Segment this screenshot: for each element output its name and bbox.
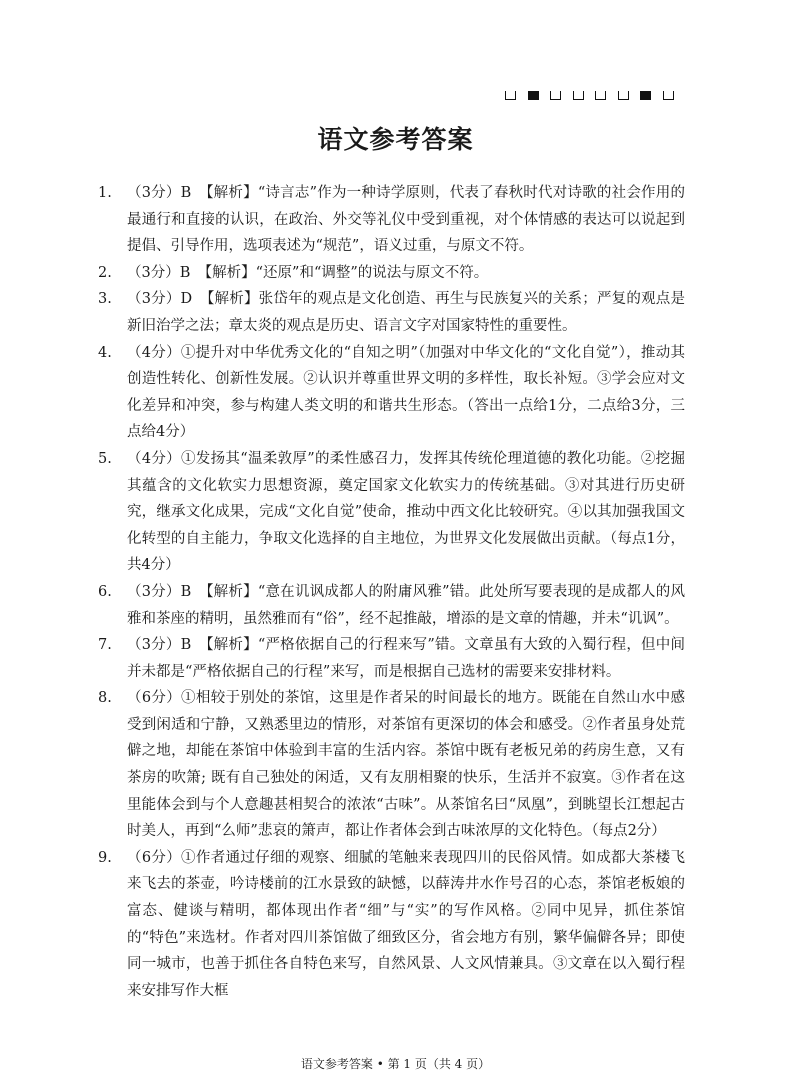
header-mark-7 — [640, 91, 651, 100]
answer-text: （3分）B 【解析】“意在讥讽成都人的附庸风雅”错。此处所写要表现的是成都人的风雅和茶座的精明，虽然雅而有“俗”，经不起推敲，增添的是文章的情趣，并未“讥讽”。 — [127, 583, 685, 627]
answer-number: 2. — [98, 264, 112, 281]
answer-text: （3分）D 【解析】张岱年的观点是文化创造、再生与民族复兴的关系；严复的观点是新旧治学之法；章太炎的观点是历史、语言文字对国家特性的重要性。 — [127, 291, 685, 334]
header-mark-2 — [528, 91, 539, 100]
header-mark-6 — [618, 91, 629, 100]
answer-item — [98, 340, 685, 446]
answer-item — [98, 579, 685, 632]
answer-number: 4. — [98, 344, 112, 361]
answer-item — [98, 685, 685, 845]
answer-text: （4分）①提升对中华优秀文化的“自知之明”（加强对中华文化的“文化自觉”），推动其创造性转化、创新性发展。②认识并尊重世界文明的多样性，取长补短。③学会应对文化差异和冲突，参与构建人类文明的和谐共生形态。（答出一点给1分，二点给3分，三点给4分） — [127, 344, 685, 441]
header-mark-4 — [573, 91, 584, 100]
answer-text: （6分）①相较于别处的茶馆，这里是作者呆的时间最长的地方。既能在自然山水中感受到闲适和宁静，又熟悉里边的情形，对茶馆有更深切的体会和感受。②作者虽身处荒僻之地，却能在茶馆中体验到丰富的生活内容。茶馆中既有老板兄弟的药房生意，又有茶房的吹箫; 既有自己独处的闲适，又有友朋相聚的快乐，生活并不寂寞。③作者在这里能体会到与个人意趣甚相契合的浓浓“古味”。从茶馆名曰“凤凰”，到眺望长江想起古时美人，再到“么师”悲哀的箫声，都让作者体会到古味浓厚的文化特色。（每点2分） — [127, 690, 685, 840]
answer-number: 8. — [98, 690, 112, 707]
answer-item — [98, 260, 685, 287]
answer-item — [98, 632, 685, 685]
page-footer: 语文参考答案 • 第 1 页（共 4 页） — [300, 1057, 491, 1071]
answer-item — [98, 446, 685, 579]
answer-number: 6. — [98, 583, 112, 600]
page-title: 语文参考答案 — [317, 125, 474, 154]
answer-text: （3分）B 【解析】“诗言志”作为一种诗学原则，代表了春秋时代对诗歌的社会作用的最通行和直接的认识，在政治、外交等礼仪中受到重视，对个体情感的表达可以说起到提倡、引导作用，选项表述为“规范”，语义过重，与原文不符。 — [127, 185, 685, 255]
answer-item — [98, 180, 685, 260]
answer-text: （6分）①作者通过仔细的观察、细腻的笔触来表现四川的民俗风情。如成都大茶楼飞来飞去的茶壶，吟诗楼前的江水景致的缺憾，以薛涛井水作号召的心态，茶馆老板娘的富态、健谈与精明，都体现出作者“细”与“实”的写作风格。②同中见异，抓住茶馆的“特色”来选材。作者对四川茶馆做了细致区分，省会地方有别，繁华偏僻各异；即使同一城市，也善于抓住各自特色来写，自然风景、人文风情兼具。③文章在以入蜀行程来安排写作大框 — [127, 849, 685, 999]
answer-number: 1. — [98, 185, 112, 201]
answer-list — [98, 180, 685, 1004]
header-mark-3 — [550, 91, 561, 100]
header-mark-5 — [595, 91, 606, 100]
answer-text: （3分）B 【解析】“严格依据自己的行程来写”错。文章虽有大致的入蜀行程，但中间并未都是“严格依据自己的行程”来写，而是根据自己选材的需要来安排材料。 — [127, 637, 685, 680]
answer-item — [98, 286, 685, 339]
header-mark-1 — [505, 91, 516, 100]
header-mark-8 — [663, 91, 674, 100]
answer-number: 9. — [98, 849, 112, 866]
answer-text: （4分）①发扬其“温柔敦厚”的柔性感召力，发挥其传统伦理道德的教化功能。②挖掘其蕴含的文化软实力思想资源，奠定国家文化软实力的传统基础。③对其进行历史研究，继承文化成果，完成“文化自觉”使命，推动中西文化比较研究。④以其加强我国文化转型的自主能力，争取文化选择的自主地位，为世界文化发展做出贡献。（每点1分，共4分） — [127, 450, 685, 574]
answer-number: 5. — [98, 450, 112, 467]
answer-number: 3. — [98, 291, 112, 308]
answer-number: 7. — [98, 637, 112, 654]
answer-item — [98, 845, 685, 1005]
answer-text: （3分）B 【解析】“还原”和“调整”的说法与原文不符。 — [127, 264, 489, 281]
